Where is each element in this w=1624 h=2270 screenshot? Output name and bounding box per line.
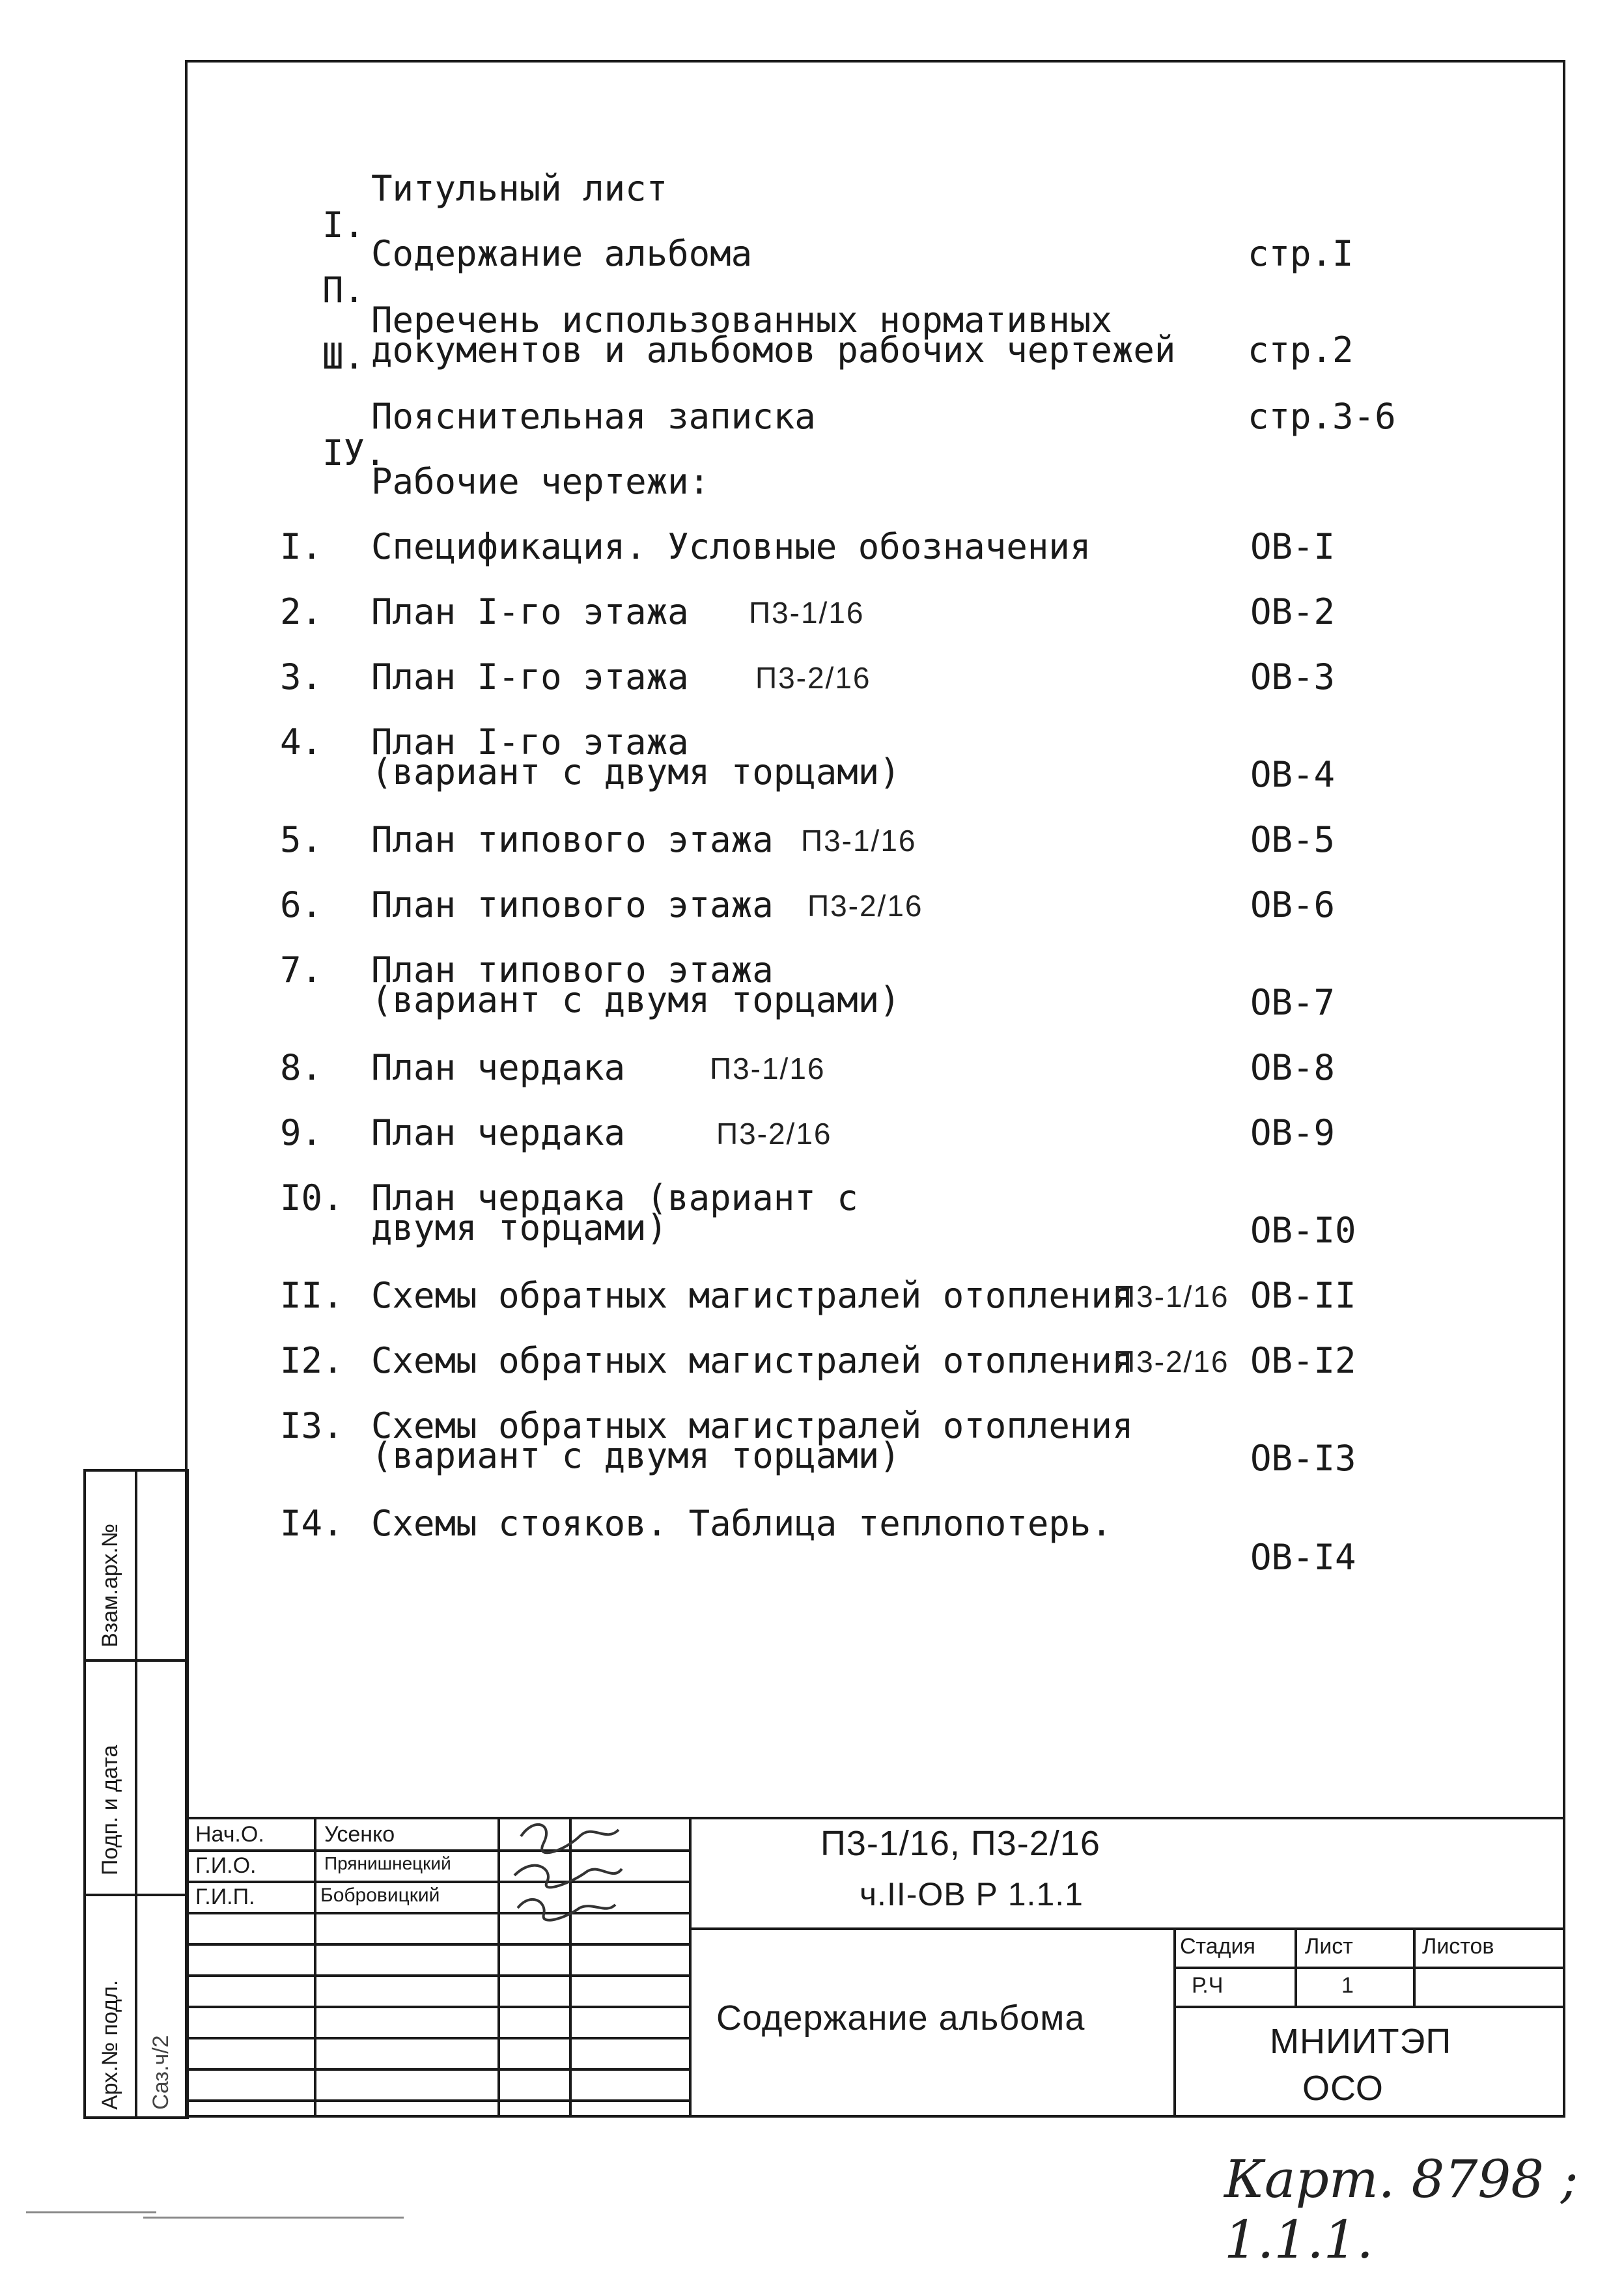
- drawing-ref: ОВ-II: [1250, 1275, 1356, 1316]
- toc-ref: стр.I: [1248, 233, 1354, 274]
- drawing-mark: П3-2/16: [807, 889, 923, 923]
- drawing-title: План I-го этажа: [371, 656, 689, 697]
- drawing-ref: ОВ-I2: [1250, 1340, 1356, 1381]
- footer-note: Карт. 8798 ; 1.1.1.: [1224, 2149, 1578, 2270]
- role-3: Г.И.П.: [195, 1885, 255, 1909]
- side-label-arh: Арх.№ подл.: [98, 1980, 122, 2110]
- scan-mark: [143, 2217, 404, 2219]
- toc-num: IУ.: [322, 432, 386, 473]
- drawing-num: II.: [280, 1275, 344, 1316]
- drawing-mark: П3-1/16: [801, 824, 917, 858]
- toc-title: Пояснительная записка: [371, 396, 816, 437]
- role-2: Г.И.О.: [195, 1853, 257, 1878]
- drawing-ref: ОВ-9: [1250, 1112, 1336, 1153]
- stage-label: Стадия: [1180, 1934, 1255, 1959]
- drawing-title-cont: (вариант с двумя торцами): [371, 979, 901, 1020]
- drawing-ref: ОВ-I0: [1250, 1210, 1356, 1251]
- drawing-mark: П3-1/16: [749, 596, 865, 630]
- drawing-title: План типового этажа: [371, 819, 774, 860]
- drawing-num: I2.: [280, 1340, 344, 1381]
- role-1: Нач.О.: [195, 1822, 264, 1847]
- drawing-title-cont: (вариант с двумя торцами): [371, 751, 901, 792]
- toc-ref: стр.3-6: [1248, 396, 1396, 437]
- project-code: П3-1/16, П3-2/16: [820, 1824, 1100, 1863]
- name-3: Бобровицкий: [320, 1885, 440, 1906]
- drawing-ref: ОВ-4: [1250, 754, 1336, 795]
- drawing-ref: ОВ-2: [1250, 591, 1336, 632]
- drawing-ref: ОВ-I: [1250, 526, 1336, 567]
- signature-marks: [508, 1810, 625, 1934]
- drawing-num: 4.: [280, 722, 323, 763]
- drawing-ref: ОВ-6: [1250, 884, 1336, 925]
- drawing-num: 9.: [280, 1112, 323, 1153]
- drawing-mark: П3-1/16: [1113, 1280, 1229, 1313]
- drawing-mark: П3-2/16: [1113, 1345, 1229, 1379]
- drawing-title: План чердака (вариант с: [371, 1177, 858, 1218]
- drawing-ref: ОВ-3: [1250, 656, 1336, 697]
- sheet-value: 1: [1341, 1973, 1354, 1998]
- sheet-label: Лист: [1305, 1934, 1353, 1959]
- drawing-num: 5.: [280, 819, 323, 860]
- drawing-title: План чердака: [371, 1047, 626, 1088]
- project-subcode: ч.II-ОВ Р 1.1.1: [860, 1876, 1084, 1913]
- toc-num: П.: [322, 270, 365, 311]
- drawing-title-cont: (вариант с двумя торцами): [371, 1435, 901, 1476]
- drawing-title: План типового этажа: [371, 949, 774, 990]
- toc-title: Титульный лист: [371, 168, 668, 209]
- sheet-title: Содержание альбома: [716, 1998, 1085, 2038]
- toc-title-cont: документов и альбомов рабочих чертежей: [371, 329, 1176, 371]
- side-label-podp: Подп. и дата: [98, 1745, 122, 1875]
- org-dept: ОСО: [1302, 2069, 1384, 2108]
- drawing-ref: ОВ-I4: [1250, 1537, 1356, 1578]
- drawing-num: 8.: [280, 1047, 323, 1088]
- drawing-title: План типового этажа: [371, 884, 774, 925]
- drawing-num: 3.: [280, 656, 323, 697]
- sheets-label: Листов: [1422, 1934, 1494, 1959]
- drawing-title: Схемы обратных магистралей отопления: [371, 1405, 1134, 1446]
- toc-ref: стр.2: [1248, 329, 1354, 371]
- drawing-title: Схемы обратных магистралей отопления: [371, 1275, 1134, 1316]
- drawing-num: 2.: [280, 591, 323, 632]
- drawing-num: I4.: [280, 1503, 344, 1544]
- drawing-title: План I-го этажа: [371, 722, 689, 763]
- toc-num: Ш.: [322, 336, 365, 377]
- drawing-num: I3.: [280, 1405, 344, 1446]
- drawing-title-cont: двумя торцами): [371, 1207, 668, 1248]
- drawing-ref: ОВ-I3: [1250, 1438, 1356, 1479]
- drawing-ref: ОВ-8: [1250, 1047, 1336, 1088]
- drawing-ref: ОВ-7: [1250, 982, 1336, 1023]
- drawing-num: I.: [280, 526, 323, 567]
- stage-value: Р.Ч: [1192, 1973, 1224, 1998]
- drawing-num: I0.: [280, 1177, 344, 1218]
- toc-num: I.: [322, 204, 365, 245]
- section-heading: Рабочие чертежи:: [371, 461, 710, 502]
- drawing-title: Схемы обратных магистралей отопления: [371, 1340, 1134, 1381]
- drawing-ref: ОВ-5: [1250, 819, 1336, 860]
- drawing-mark: П3-2/16: [716, 1117, 832, 1151]
- arch-number: Саз.ч/2: [148, 2035, 173, 2110]
- toc-title: Перечень использованных нормативных: [371, 300, 1112, 341]
- drawing-title: Спецификация. Условные обозначения: [371, 526, 1091, 567]
- org-name: МНИИТЭП: [1270, 2022, 1452, 2061]
- name-2: Прянишнецкий: [324, 1853, 451, 1873]
- drawing-title: Схемы стояков. Таблица теплопотерь.: [371, 1503, 1112, 1544]
- name-1: Усенко: [324, 1822, 395, 1847]
- drawing-title: План чердака: [371, 1112, 626, 1153]
- side-label-vzam: Взам.арх.№: [98, 1523, 122, 1647]
- drawing-title: План I-го этажа: [371, 591, 689, 632]
- drawing-mark: П3-1/16: [710, 1052, 826, 1086]
- drawing-num: 7.: [280, 949, 323, 990]
- drawing-mark: П3-2/16: [755, 661, 871, 695]
- toc-title: Содержание альбома: [371, 233, 753, 274]
- scan-mark: [26, 2211, 156, 2213]
- drawing-num: 6.: [280, 884, 323, 925]
